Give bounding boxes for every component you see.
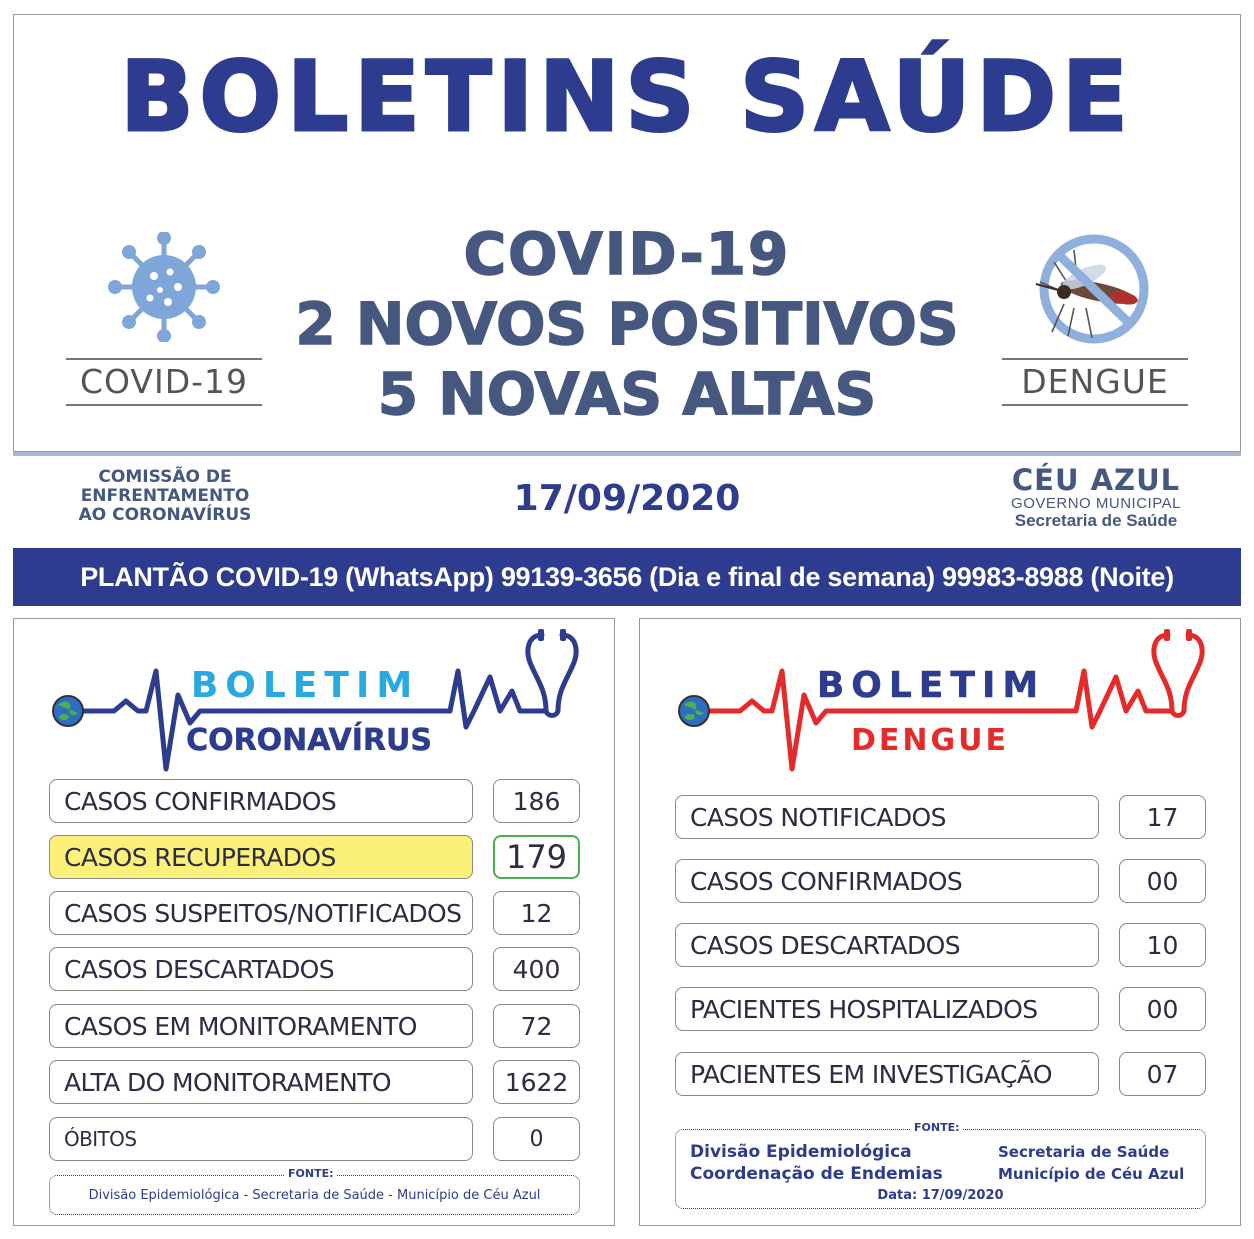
globe-icon (53, 696, 83, 726)
dengue-logo (1002, 232, 1188, 412)
covid-row-recovered-value: 179 (493, 835, 580, 879)
covid-row-monitoring-value: 72 (493, 1004, 580, 1048)
government-label: GOVERNO MUNICIPAL (1011, 495, 1181, 512)
covid-row-suspected-label: CASOS SUSPEITOS/NOTIFICADOS (49, 891, 473, 935)
municipality-logo (990, 464, 1202, 530)
stethoscope-icon (1154, 635, 1202, 716)
secretariat-label: Secretaria de Saúde (1014, 511, 1178, 530)
dengue-row-notified-value: 17 (1119, 795, 1206, 839)
covid-source-box (49, 1167, 580, 1215)
covid-row-recovered-label: CASOS RECUPERADOS (49, 835, 473, 879)
commission-label (60, 468, 270, 525)
dengue-logo-caption: DENGUE (1021, 362, 1169, 401)
dengue-source-line-2b: Município de Céu Azul (998, 1165, 1185, 1183)
covid-bulletin-panel (13, 618, 615, 1226)
commission-line-3: AO CORONAVÍRUS (78, 505, 252, 525)
covid-row-monitoring-discharge-label: ALTA DO MONITORAMENTO (49, 1060, 473, 1104)
covid-row-suspected-value: 12 (493, 891, 580, 935)
covid-row-discarded-value: 400 (493, 947, 580, 991)
covid-bulletin-title: BOLETIM (190, 665, 420, 706)
dengue-row-hospitalized-label: PACIENTES HOSPITALIZADOS (675, 987, 1099, 1031)
covid-row-confirmed-value: 186 (493, 779, 580, 823)
covid-bulletin-subtitle: CORONAVÍRUS (186, 723, 432, 758)
dengue-bulletin-title: BOLETIM (816, 665, 1046, 706)
covid-logo (66, 232, 262, 412)
dengue-row-investigation-label: PACIENTES EM INVESTIGAÇÃO (675, 1052, 1099, 1096)
dengue-source-tag: FONTE: (911, 1121, 963, 1134)
dengue-row-confirmed-value: 00 (1119, 859, 1206, 903)
dengue-row-notified-label: CASOS NOTIFICADOS (675, 795, 1099, 839)
mosquito-icon (1034, 232, 1154, 347)
covid-logo-caption: COVID-19 (79, 362, 249, 401)
dengue-logo-line-top (1002, 358, 1188, 360)
dengue-logo-line-bottom (1002, 404, 1188, 406)
commission-line-1: COMISSÃO DE (98, 467, 232, 487)
dengue-source-date: Data: 17/09/2020 (877, 1188, 1004, 1203)
globe-icon (679, 696, 709, 726)
header-separator (13, 452, 1241, 456)
dengue-bulletin-panel (639, 618, 1241, 1226)
virus-icon (104, 232, 224, 342)
headline-covid: COVID-19 (463, 220, 791, 288)
dengue-source-line-2a: Coordenação de Endemias (690, 1164, 943, 1184)
covid-source-text: Divisão Epidemiológica - Secretaria de Saúde - Município de Céu Azul (88, 1188, 541, 1203)
commission-line-2: ENFRENTAMENTO (80, 486, 250, 506)
covid-row-discarded-label: CASOS DESCARTADOS (49, 947, 473, 991)
covid-logo-line-top (66, 358, 262, 360)
dengue-row-discarded-value: 10 (1119, 923, 1206, 967)
covid-logo-line-bottom (66, 404, 262, 406)
main-title: BOLETINS SAÚDE (120, 41, 1134, 153)
dengue-source-line-1b: Secretaria de Saúde (998, 1143, 1170, 1161)
dengue-bulletin-subtitle: DENGUE (851, 723, 1009, 758)
dengue-row-confirmed-label: CASOS CONFIRMADOS (675, 859, 1099, 903)
dengue-row-discarded-label: CASOS DESCARTADOS (675, 923, 1099, 967)
covid-row-deaths-label: ÓBITOS (49, 1117, 473, 1161)
covid-source-tag: FONTE: (285, 1167, 337, 1180)
dengue-source-box (675, 1121, 1206, 1209)
dengue-row-investigation-value: 07 (1119, 1052, 1206, 1096)
covid-row-deaths-value: 0 (493, 1117, 580, 1161)
city-name: CÉU AZUL (1011, 463, 1181, 497)
covid-row-monitoring-discharge-value: 1622 (493, 1060, 580, 1104)
stethoscope-icon (528, 635, 576, 716)
headline-new-positives: 2 NOVOS POSITIVOS (295, 290, 959, 358)
dengue-row-hospitalized-value: 00 (1119, 987, 1206, 1031)
covid-row-confirmed-label: CASOS CONFIRMADOS (49, 779, 473, 823)
bulletin-date: 17/09/2020 (513, 478, 741, 519)
covid-row-monitoring-label: CASOS EM MONITORAMENTO (49, 1004, 473, 1048)
dengue-source-line-1a: Divisão Epidemiológica (690, 1142, 912, 1162)
headline-new-discharges: 5 NOVAS ALTAS (377, 360, 877, 428)
hotline-banner: PLANTÃO COVID-19 (WhatsApp) 99139-3656 (Dia e final de semana) 99983-8988 (Noite) (13, 548, 1241, 606)
